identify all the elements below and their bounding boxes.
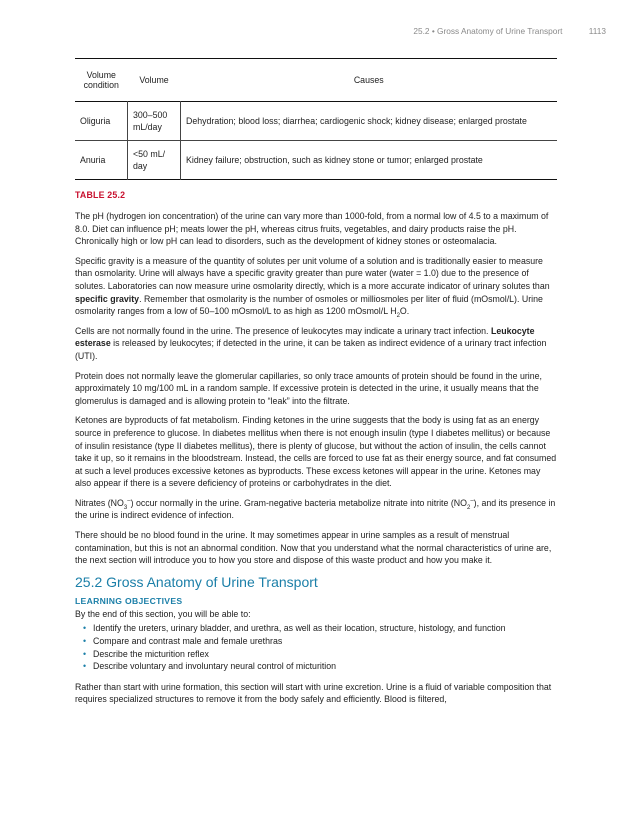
text-span: is released by leukocytes; if detected in the urine, it can be taken as indirect evidence of a urinary tract infection (UTI). (75, 338, 547, 361)
table-cell: Dehydration; blood loss; diarrhea; cardiogenic shock; kidney disease; enlarged prostate (186, 116, 527, 126)
list-item: • Compare and contrast male and female urethras (83, 635, 557, 648)
table-cell: Oliguria (80, 116, 111, 126)
table-cell: 300–500 mL/day (128, 102, 181, 141)
subscript: 2 (466, 504, 471, 511)
text-span: Nitrates (NO (75, 497, 124, 508)
page-number: 1113 (588, 26, 606, 36)
table-cell: <50 mL/ day (128, 141, 181, 180)
text-span: ), and its presence in the urine is indirect evidence of infection. (75, 497, 556, 521)
paragraph-closing: Rather than start with urine formation, this section will start with urine excretion. Urine is a fluid of variable composition that requires specialized structures to remove it from the body safely and efficiently. Blood is filtered, (75, 681, 552, 705)
table-cell: Kidney failure; obstruction, such as kidney stone or tumor; enlarged prostate (186, 155, 483, 165)
paragraph-ketones: Ketones are byproducts of fat metabolism. Finding ketones in the urine suggests that the body is using fat as an energy source in preference to glucose. In diabetes mellitus when there is not enough insulin (type I diabetes mellitus) or because of insulin resistance (type II diabetes mellitus), there is plenty of glucose, but without the action of insulin, the cells cannot take it up, so it remains in the bloodstream. Instead, the cells are forced to use fat as their energy source, and fat consumed at such a level produces excessive ketones as byproducts. These excess ketones will appear in the urine. Ketones may also appear if there is a severe deficiency of proteins or carbohydrates in the diet. (75, 415, 557, 489)
text-span: Specific gravity is a measure of the quantity of solutes per unit volume of a solution and is traditionally easier to measure than osmolarity. Urine will always have a specific gravity greater than pure water (water = 1.0) due to the presence of solutes. Laboratories can now measure urine osmolarity directly, which is a more accurate indicator of urinary solutes than (75, 255, 550, 291)
list-item: • Identify the ureters, urinary bladder, and urethra, as well as their location, structure, histology, and function (83, 622, 557, 635)
text-span: . Remember that osmolarity is the number of osmoles or milliosmoles per liter of fluid (mOsmol/L). Urine osmolarity ranges from a low of 50–100 mOsmol/L to as high as 1200 mOsmol/L H (75, 293, 543, 317)
key-term: specific gravity (75, 293, 140, 304)
table-caption: TABLE 25.2 (75, 190, 126, 200)
paragraph-specific-gravity (75, 255, 557, 318)
superscript: – (127, 497, 131, 504)
page-content (75, 58, 557, 713)
subscript: 2 (396, 312, 400, 319)
objectives-list (75, 622, 557, 672)
table-header-row (75, 59, 557, 102)
urine-volume-table (75, 58, 557, 180)
paragraph-nitrates (75, 497, 557, 522)
running-head-section: 25.2 • Gross Anatomy of Urine Transport (413, 26, 563, 36)
subscript: 3 (123, 504, 128, 511)
paragraph-cells (75, 325, 557, 363)
text-span: Cells are not normally found in the urine. The presence of leukocytes may indicate a urinary tract infection. (75, 325, 491, 336)
table-header: Volume condition (83, 70, 119, 90)
key-term: Leukocyte esterase (75, 325, 535, 349)
text-span: ) occur normally in the urine. Gram-negative bacteria metabolize nitrate into nitrite (NO (130, 497, 467, 508)
list-item: • Describe the micturition reflex (83, 648, 557, 661)
table-row (75, 102, 557, 141)
running-head (413, 26, 606, 36)
section-heading: 25.2 Gross Anatomy of Urine Transport (75, 573, 318, 590)
table-header: Causes (353, 75, 384, 85)
list-item: • Describe voluntary and involuntary neural control of micturition (83, 660, 557, 673)
paragraph-protein: Protein does not normally leave the glomerular capillaries, so only trace amounts of protein should be found in the urine, approximately 10 mg/100 mL in a random sample. If excessive protein is detected in the urine, it usually means that the glomerulus is damaged and is allowing protein to “leak” into the filtrate. (75, 370, 542, 406)
paragraph-ph: The pH (hydrogen ion concentration) of the urine can vary more than 1000-fold, from a normal low of 4.5 to a maximum of 8.0. Diet can influence pH; meats lower the pH, whereas citrus fruits, vegetables, and dairy products raise the pH. Chronically high or low pH can lead to disorders, such as the development of kidney stones or osteomalacia. (75, 211, 549, 247)
objectives-label: LEARNING OBJECTIVES (75, 595, 183, 606)
superscript: – (470, 497, 474, 504)
table-cell: Anuria (80, 155, 106, 165)
table-row (75, 141, 557, 180)
paragraph-blood: There should be no blood found in the urine. It may sometimes appear in urine samples as a result of menstrual contamination, but this is not an abnormal condition. Now that you understand what the normal characteristics of urine are, the next section will introduce you to how you store and dispose of this waste product and how you make it. (75, 530, 552, 566)
text-span: O. (399, 306, 410, 317)
table-header: Volume (139, 75, 169, 85)
objectives-intro: By the end of this section, you will be able to: (75, 608, 251, 619)
